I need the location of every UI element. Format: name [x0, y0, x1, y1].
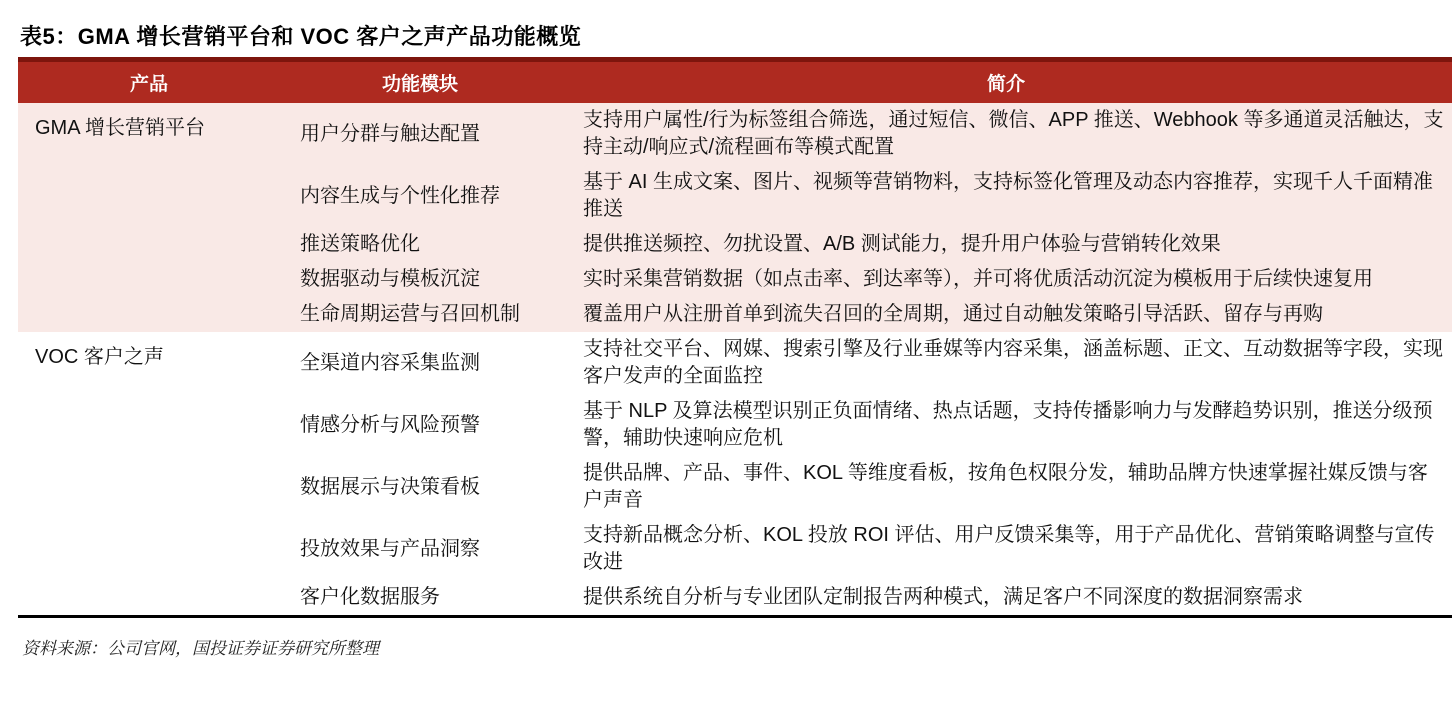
- col-header-product: 产品: [18, 62, 280, 103]
- product-cell-gma: GMA 增长营销平台: [18, 103, 280, 332]
- col-header-module: 功能模块: [280, 62, 560, 103]
- description-cell: 支持新品概念分析、KOL 投放 ROI 评估、用户反馈采集等，用于产品优化、营销策略调整与宣传改进: [560, 518, 1452, 580]
- product-features-table: [18, 62, 1452, 618]
- module-cell: 数据展示与决策看板: [280, 456, 560, 518]
- description-cell: 支持用户属性/行为标签组合筛选，通过短信、微信、APP 推送、Webhook 等多通道灵活触达，支持主动/响应式/流程画布等模式配置: [560, 103, 1452, 165]
- group-gma: [18, 103, 1452, 332]
- module-cell: 推送策略优化: [280, 227, 560, 262]
- module-cell: 情感分析与风险预警: [280, 394, 560, 456]
- module-cell: 生命周期运营与召回机制: [280, 297, 560, 332]
- module-cell: 数据驱动与模板沉淀: [280, 262, 560, 297]
- header-row: [18, 62, 1452, 103]
- table-title: 表5：GMA 增长营销平台和 VOC 客户之声产品功能概览: [20, 24, 582, 49]
- description-cell: 覆盖用户从注册首单到流失召回的全周期，通过自动触发策略引导活跃、留存与再购: [560, 297, 1452, 332]
- description-cell: 支持社交平台、网媒、搜索引擎及行业垂媒等内容采集，涵盖标题、正文、互动数据等字段，实现客户发声的全面监控: [560, 332, 1452, 394]
- module-cell: 全渠道内容采集监测: [280, 332, 560, 394]
- description-cell: 提供系统自分析与专业团队定制报告两种模式，满足客户不同深度的数据洞察需求: [560, 580, 1452, 617]
- module-cell: 用户分群与触达配置: [280, 103, 560, 165]
- module-cell: 客户化数据服务: [280, 580, 560, 617]
- description-cell: 提供品牌、产品、事件、KOL 等维度看板，按角色权限分发，辅助品牌方快速掌握社媒反馈与客户声音: [560, 456, 1452, 518]
- description-cell: 实时采集营销数据（如点击率、到达率等），并可将优质活动沉淀为模板用于后续快速复用: [560, 262, 1452, 297]
- col-header-description: 简介: [560, 62, 1452, 103]
- description-cell: 基于 AI 生成文案、图片、视频等营销物料，支持标签化管理及动态内容推荐，实现千人千面精准推送: [560, 165, 1452, 227]
- description-cell: 提供推送频控、勿扰设置、A/B 测试能力，提升用户体验与营销转化效果: [560, 227, 1452, 262]
- product-cell-voc: VOC 客户之声: [18, 332, 280, 617]
- table-row: [18, 332, 1452, 394]
- module-cell: 投放效果与产品洞察: [280, 518, 560, 580]
- group-voc: [18, 332, 1452, 617]
- module-cell: 内容生成与个性化推荐: [280, 165, 560, 227]
- source-note: 资料来源：公司官网，国投证券证券研究所整理: [22, 639, 379, 658]
- description-cell: 基于 NLP 及算法模型识别正负面情绪、热点话题，支持传播影响力与发酵趋势识别，推送分级预警，辅助快速响应危机: [560, 394, 1452, 456]
- table-row: [18, 103, 1452, 165]
